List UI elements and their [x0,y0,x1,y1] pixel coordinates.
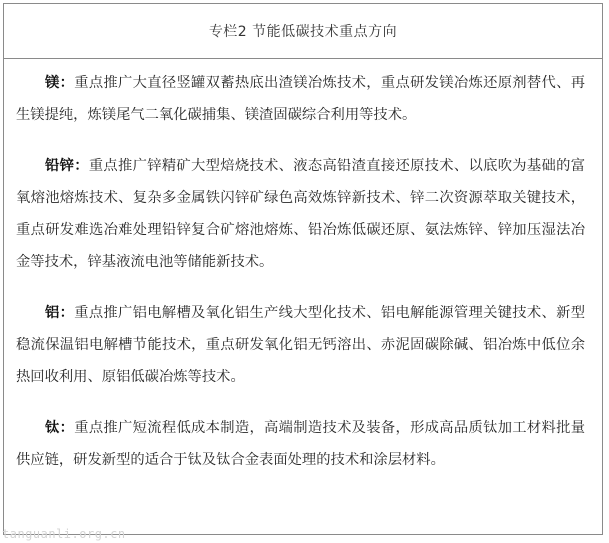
section-aluminum [16,297,585,393]
section-lead: 钛： [45,420,75,436]
site-watermark: tanguanli.org.cn [2,527,126,541]
section-text: 重点推广铝电解槽及氧化铝生产线大型化技术、铝电解能源管理关键技术、新型稳流保温铝电解槽节能技术，重点研发氧化铝无钙溶出、赤泥固碳除碱、铝冶炼中低位余热回收利用、原铝低碳冶炼等技术。 [16,305,586,385]
section-lead: 铅锌： [45,158,89,174]
column-box [3,3,603,535]
section-magnesium [16,67,585,131]
column-body [4,59,602,476]
section-text: 重点推广短流程低成本制造，高端制造技术及装备，形成高品质钛加工材料批量供应链，研发新型的适合于钛及钛合金表面处理的技术和涂层材料。 [16,420,586,468]
section-text: 重点推广大直径竖罐双蓄热底出渣镁冶炼技术，重点研发镁冶炼还原剂替代、再生镁提纯，炼镁尾气二氧化碳捕集、镁渣固碳综合利用等技术。 [16,75,586,123]
column-title: 专栏2 节能低碳技术重点方向 [4,4,602,59]
section-lead: 镁： [45,75,75,91]
section-text: 重点推广锌精矿大型焙烧技术、液态高铅渣直接还原技术、以底吹为基础的富氧熔池熔炼技术、复杂多金属铁闪锌矿绿色高效炼锌新技术、锌二次资源萃取关键技术，重点研发难选冶难处理铅锌复合矿熔池熔炼、铅冶炼低碳还原、氨法炼锌、锌加压湿法冶金等技术，锌基液流电池等储能新技术。 [16,158,586,270]
section-lead: 铝： [45,305,75,321]
section-titanium [16,412,585,476]
section-lead-zinc [16,150,585,278]
